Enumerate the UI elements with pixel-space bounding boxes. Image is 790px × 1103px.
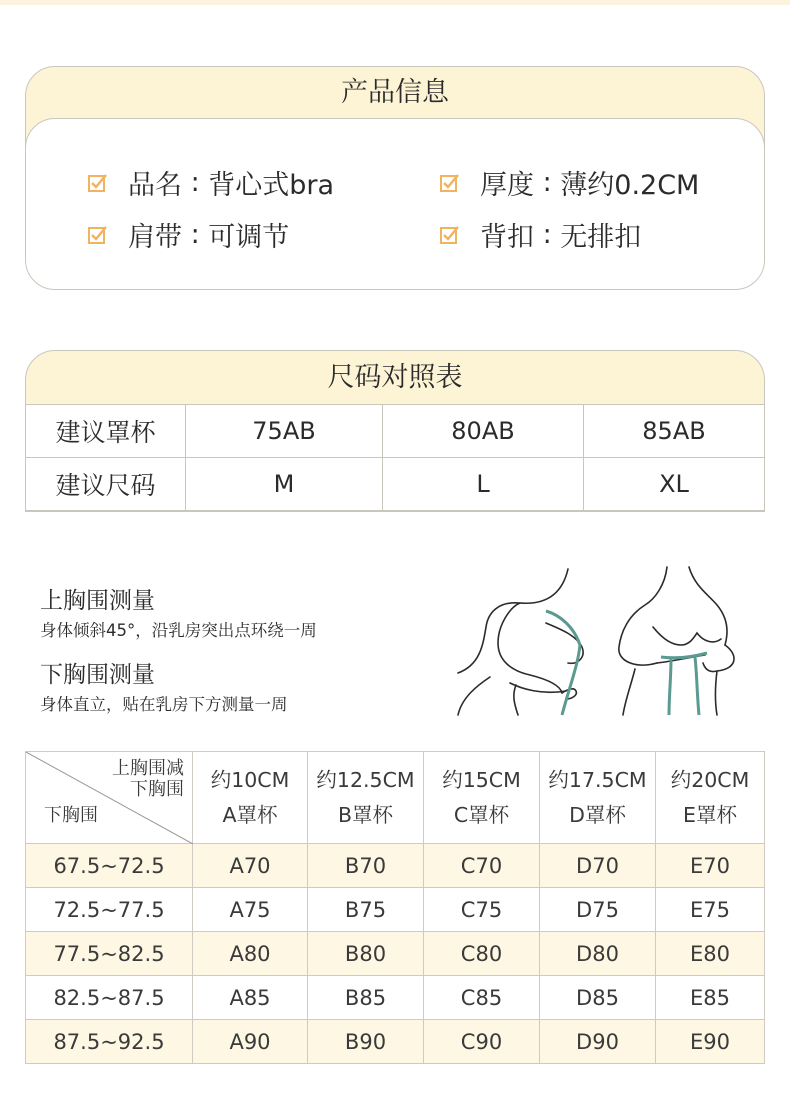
info-label: 厚度 bbox=[480, 170, 534, 201]
row-range: 82.5~87.5 bbox=[26, 976, 193, 1020]
table-cell: B70 bbox=[308, 844, 424, 888]
table-row bbox=[26, 458, 765, 511]
info-separator: : bbox=[534, 167, 561, 198]
row-range: 87.5~92.5 bbox=[26, 1020, 193, 1064]
column-cup: A罩杯 bbox=[222, 802, 278, 827]
table-cell: A85 bbox=[193, 976, 308, 1020]
info-separator: : bbox=[534, 219, 561, 250]
table-cell: M bbox=[186, 458, 383, 511]
lower-bust-desc: 身体直立，贴在乳房下方测量一周 bbox=[40, 695, 288, 714]
info-label: 肩带 bbox=[128, 222, 182, 253]
table-row bbox=[26, 976, 765, 1020]
table-cell: A70 bbox=[193, 844, 308, 888]
column-diff: 约15CM bbox=[442, 767, 521, 792]
table-cell: B80 bbox=[308, 932, 424, 976]
table-cell: D90 bbox=[540, 1020, 656, 1064]
info-value: 无排扣 bbox=[560, 222, 642, 253]
column-diff: 约12.5CM bbox=[316, 767, 415, 792]
column-header bbox=[193, 752, 308, 844]
column-header bbox=[540, 752, 656, 844]
table-cell: 85AB bbox=[584, 405, 765, 458]
corner-top-label bbox=[112, 758, 184, 800]
checkbox-checked-icon bbox=[440, 225, 460, 245]
table-cell: E80 bbox=[656, 932, 765, 976]
checkbox-checked-icon bbox=[440, 173, 460, 193]
column-header bbox=[656, 752, 765, 844]
info-item-clasp bbox=[440, 215, 641, 254]
table-cell: A90 bbox=[193, 1020, 308, 1064]
table-cell: A75 bbox=[193, 888, 308, 932]
checkbox-checked-icon bbox=[88, 225, 108, 245]
upper-bust-desc: 身体倾斜45°，沿乳房突出点环绕一周 bbox=[40, 621, 317, 640]
table-cell: C85 bbox=[424, 976, 540, 1020]
table-cell: 75AB bbox=[186, 405, 383, 458]
table-cell: B85 bbox=[308, 976, 424, 1020]
table-cell: C75 bbox=[424, 888, 540, 932]
upper-bust-title: 上胸围测量 bbox=[40, 588, 155, 614]
row-header: 建议罩杯 bbox=[26, 405, 186, 458]
table-cell: XL bbox=[584, 458, 765, 511]
info-item-strap bbox=[88, 215, 289, 254]
cup-size-table bbox=[25, 751, 765, 1064]
upper-bust-measure-illustration bbox=[450, 565, 600, 717]
lower-bust-title: 下胸围测量 bbox=[40, 662, 155, 688]
row-range: 77.5~82.5 bbox=[26, 932, 193, 976]
column-cup: D罩杯 bbox=[569, 802, 626, 827]
info-item-name bbox=[88, 163, 334, 202]
column-diff: 约10CM bbox=[210, 767, 290, 792]
table-cell: 80AB bbox=[383, 405, 584, 458]
table-cell: D75 bbox=[540, 888, 656, 932]
info-value: 背心式bra bbox=[208, 170, 335, 201]
size-chart-card bbox=[25, 350, 765, 512]
size-chart-title: 尺码对照表 bbox=[327, 362, 463, 393]
table-cell: C80 bbox=[424, 932, 540, 976]
table-cell: A80 bbox=[193, 932, 308, 976]
column-diff: 约17.5CM bbox=[548, 767, 647, 792]
column-header bbox=[308, 752, 424, 844]
checkbox-checked-icon bbox=[88, 173, 108, 193]
product-info-body bbox=[25, 118, 765, 290]
corner-top-line1: 上胸围减 bbox=[112, 758, 184, 779]
table-cell: D80 bbox=[540, 932, 656, 976]
size-chart-table bbox=[25, 404, 765, 511]
row-range: 67.5~72.5 bbox=[26, 844, 193, 888]
table-cell: D70 bbox=[540, 844, 656, 888]
info-item-thickness bbox=[440, 163, 699, 202]
table-header-row bbox=[26, 752, 765, 844]
info-value: 薄约0.2CM bbox=[560, 170, 700, 201]
table-cell: E70 bbox=[656, 844, 765, 888]
column-cup: C罩杯 bbox=[453, 802, 510, 827]
info-separator: : bbox=[182, 167, 209, 198]
table-cell: B75 bbox=[308, 888, 424, 932]
corner-top-line2: 下胸围 bbox=[130, 779, 184, 800]
column-header bbox=[424, 752, 540, 844]
info-label: 品名 bbox=[128, 170, 182, 201]
table-cell: L bbox=[383, 458, 584, 511]
table-row bbox=[26, 888, 765, 932]
info-separator: : bbox=[182, 219, 209, 250]
top-strip bbox=[0, 0, 790, 5]
table-cell: B90 bbox=[308, 1020, 424, 1064]
corner-bottom-label: 下胸围 bbox=[44, 805, 98, 826]
info-value: 可调节 bbox=[208, 222, 290, 253]
table-cell: C90 bbox=[424, 1020, 540, 1064]
table-cell: D85 bbox=[540, 976, 656, 1020]
table-row bbox=[26, 844, 765, 888]
table-row bbox=[26, 1020, 765, 1064]
lower-bust-measure-illustration bbox=[605, 565, 755, 717]
row-range: 72.5~77.5 bbox=[26, 888, 193, 932]
product-info-title: 产品信息 bbox=[341, 77, 449, 108]
corner-header-cell bbox=[26, 752, 193, 844]
table-cell: E85 bbox=[656, 976, 765, 1020]
table-cell: E90 bbox=[656, 1020, 765, 1064]
column-cup: B罩杯 bbox=[337, 802, 394, 827]
table-cell: C70 bbox=[424, 844, 540, 888]
info-label: 背扣 bbox=[480, 222, 534, 253]
column-cup: E罩杯 bbox=[683, 802, 737, 827]
table-row bbox=[26, 932, 765, 976]
table-cell: E75 bbox=[656, 888, 765, 932]
table-row bbox=[26, 405, 765, 458]
column-diff: 约20CM bbox=[670, 767, 750, 792]
row-header: 建议尺码 bbox=[26, 458, 186, 511]
product-info-card bbox=[25, 66, 765, 290]
